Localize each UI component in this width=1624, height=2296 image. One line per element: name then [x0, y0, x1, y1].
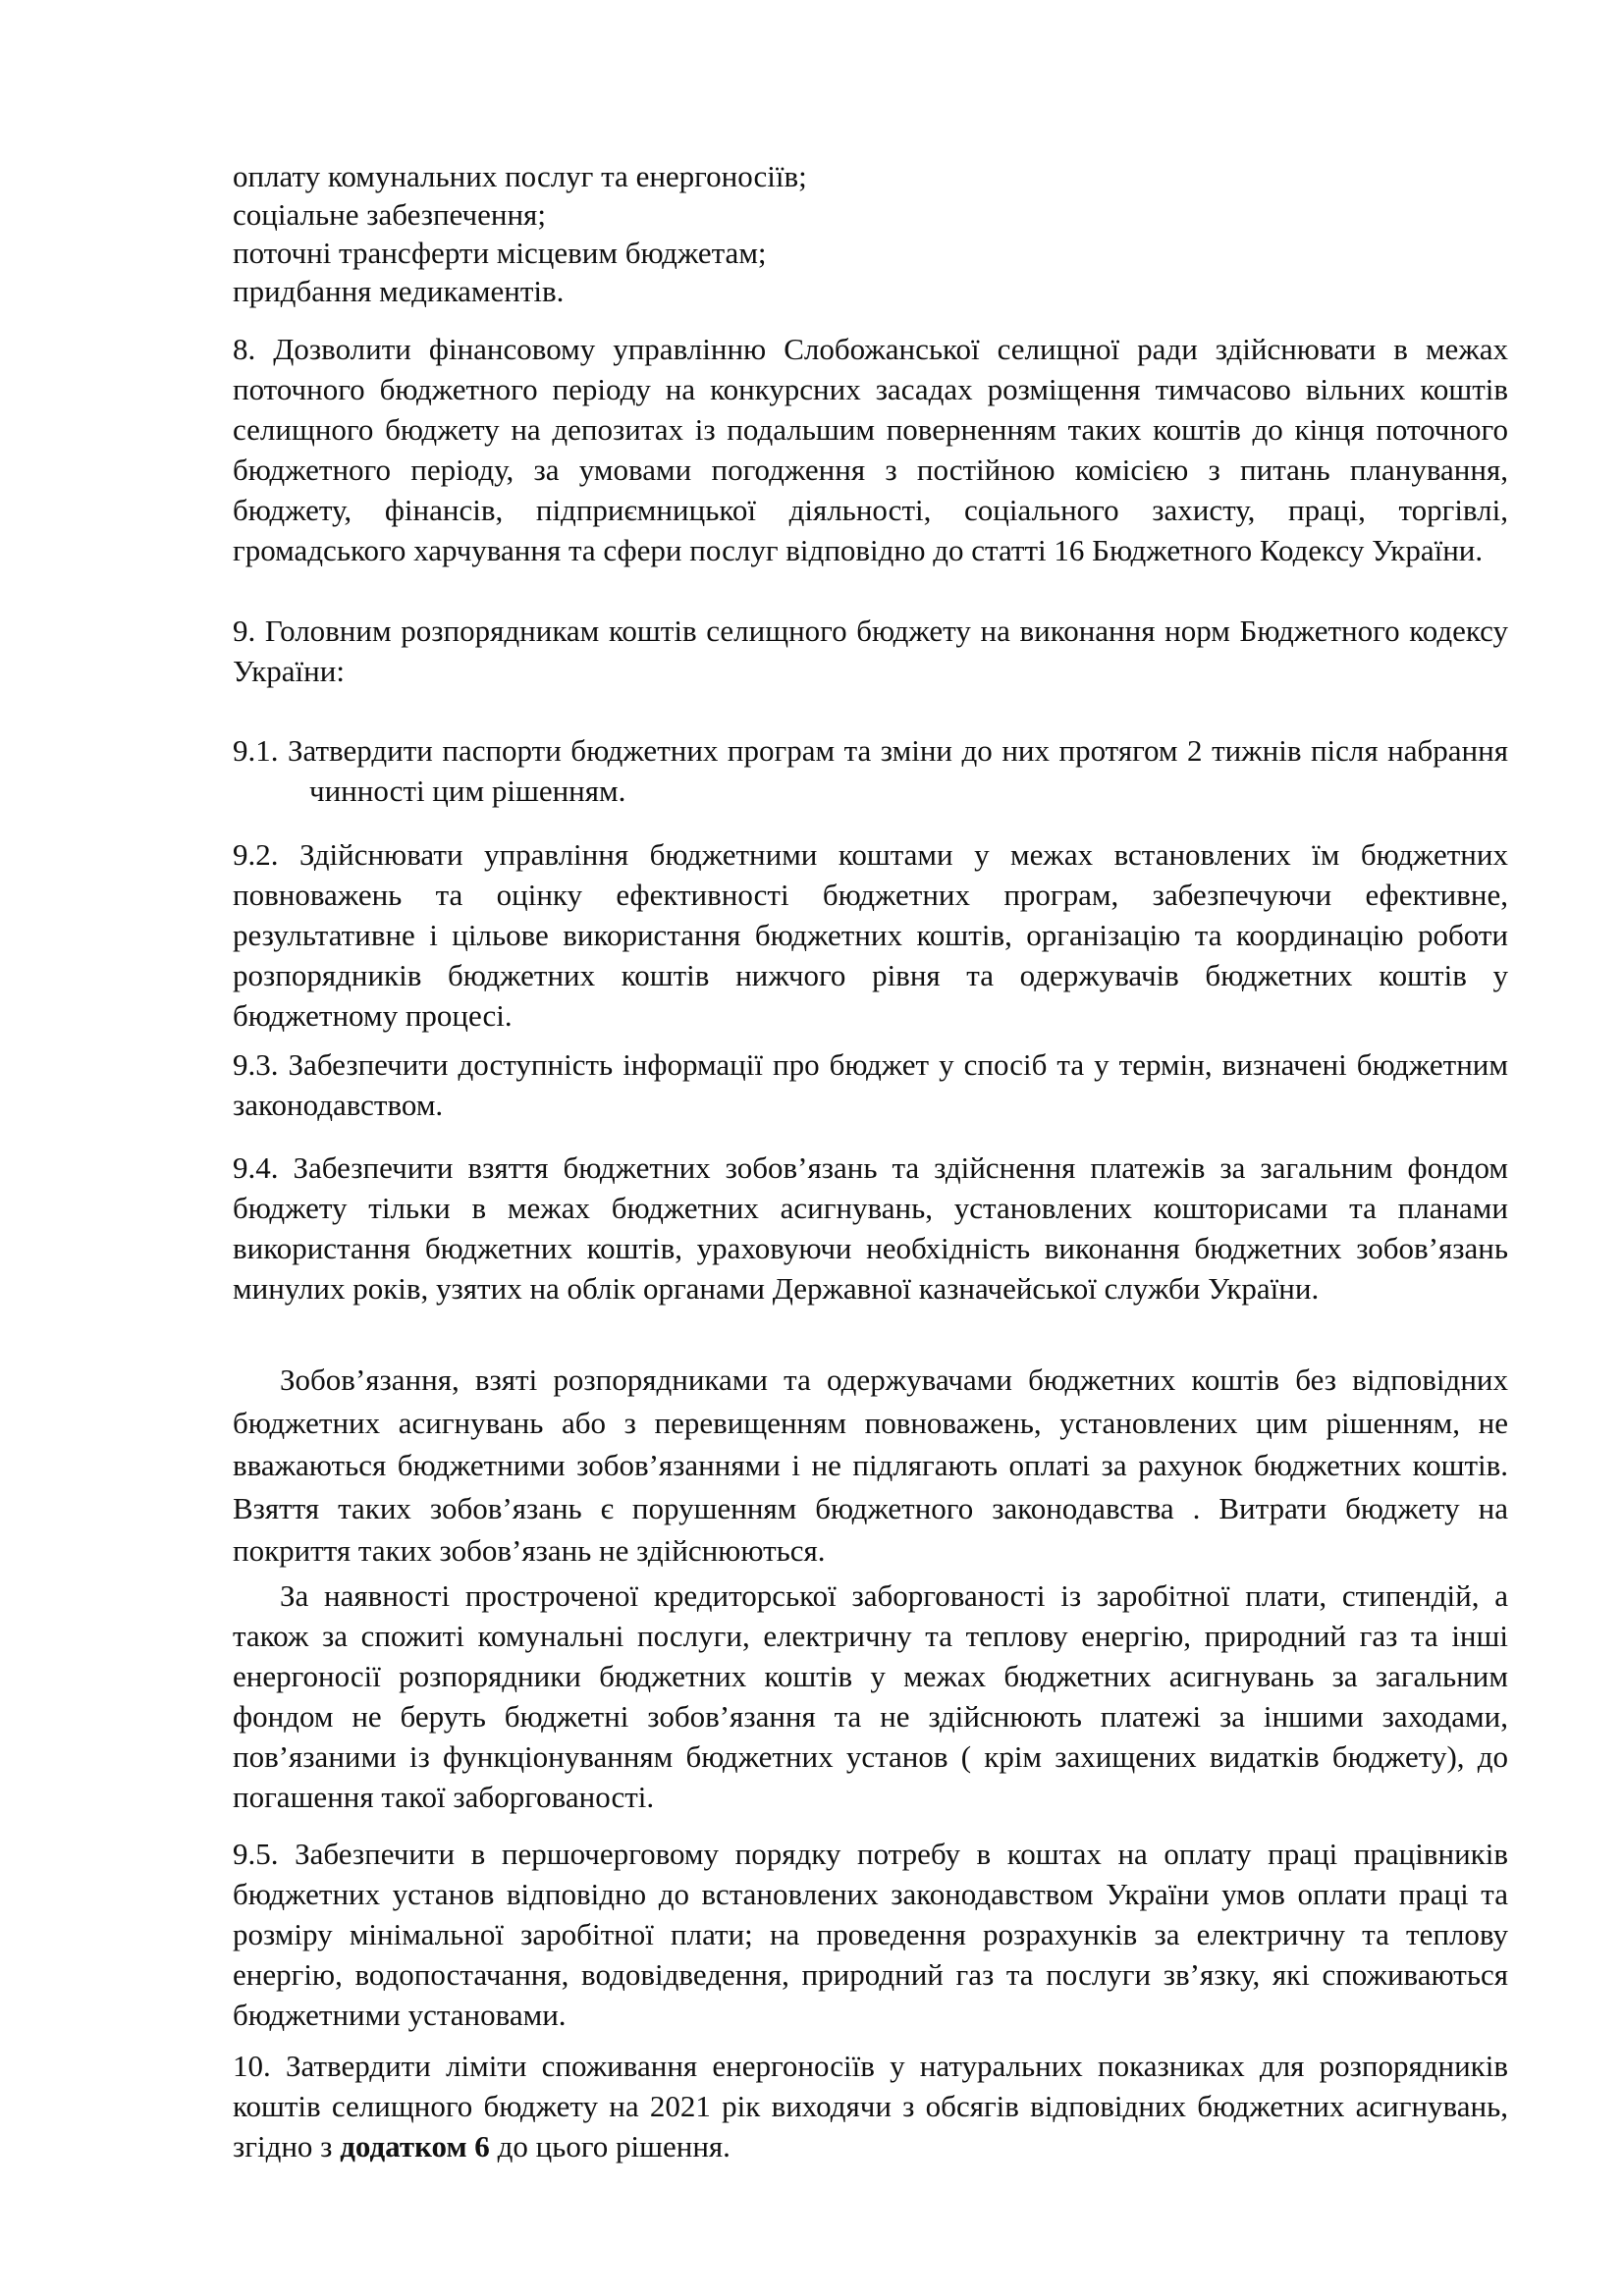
paragraph-10-text-end: до цього рішення.	[489, 2129, 731, 2163]
appendix-reference: додатком 6	[340, 2129, 490, 2163]
paragraph-9-3: 9.3. Забезпечити доступність інформації про бюджет у спосіб та у термін, визначені бюджетним законодавством.	[233, 1047, 1508, 1122]
paragraph-9-4: 9.4. Забезпечити взяття бюджетних зобов’язань та здійснення платежів за загальним фондом бюджету тільки в межах бюджетних асигнувань, установлених кошторисами та планами використання бюджетних коштів, ураховуючи необхідність виконання бюджетних зобов’язань минулих років, узятих на облік органами Державної казначейської служби України.	[233, 1150, 1508, 1306]
paragraph-9-1: 9.1. Затвердити паспорти бюджетних програм та зміни до них протягом 2 тижнів після набрання чинності цим рішенням.	[233, 733, 1508, 808]
paragraph-8: 8. Дозволити фінансовому управлінню Слобожанської селищної ради здійснювати в межах поточного бюджетного періоду на конкурсних засадах розміщення тимчасово вільних коштів селищного бюджету на депозитах із подальшим поверненням таких коштів до кінця поточного бюджетного періоду, за умовами погодження з постійною комісією з питань планування, бюджету, фінансів, підприємницької діяльності, соціального захисту, праці, торгівлі, громадського харчування та сфери послуг відповідно до статті 16 Бюджетного Кодексу України.	[233, 332, 1508, 567]
list-item: соціальне забезпечення;	[233, 197, 546, 232]
paragraph-9-4-obligations: Зобов’язання, взяті розпорядниками та одержувачами бюджетних коштів без відповідних бюджетних асигнувань або з перевищенням повноважень, установлених цим рішенням, не вважаються бюджетними зобов’язаннями і не підлягають оплаті за рахунок бюджетних коштів. Взяття таких зобов’язань є порушенням бюджетного законодавства . Витрати бюджету на покриття таких зобов’язань не здійснюються.	[233, 1362, 1508, 1568]
paragraph-9-2: 9.2. Здійснювати управління бюджетними коштами у межах встановлених їм бюджетних повноважень та оцінку ефективності бюджетних програм, забезпечуючи ефективне, результативне і цільове використання бюджетних коштів, організацію та координацію роботи розпорядників бюджетних коштів нижчого рівня та одержувачів бюджетних коштів у бюджетному процесі.	[233, 837, 1508, 1033]
paragraph-9-4-arrears: За наявності простроченої кредиторської заборгованості із заробітної плати, стипендій, а також за спожиті комунальні послуги, електричну та теплову енергію, природний газ та інші енергоносії розпорядники бюджетних коштів у межах бюджетних асигнувань за загальним фондом не беруть бюджетні зобов’язання та не здійснюють платежі за іншими заходами, пов’язаними із функціонуванням бюджетних установ ( крім захищених видатків бюджету), до погашення такої заборгованості.	[233, 1578, 1508, 1814]
paragraph-9: 9. Головним розпорядникам коштів селищного бюджету на виконання норм Бюджетного кодексу України:	[233, 614, 1508, 688]
list-item: придбання медикаментів.	[233, 274, 565, 308]
paragraph-10-text: 10. Затвердити ліміти споживання енергоносіїв у натуральних показниках для розпорядників коштів селищного бюджету на 2021 рік виходячи з обсягів відповідних бюджетних асигнувань, згідно з	[233, 2049, 1508, 2163]
paragraph-9-5: 9.5. Забезпечити в першочерговому порядку потребу в коштах на оплату праці працівників бюджетних установ відповідно до встановлених законодавством України умов оплати праці та розміру мінімальної заробітної плати; на проведення розрахунків за електричну та теплову енергію, водопостачання, водовідведення, природний газ та послуги зв’язку, які споживаються бюджетними установами.	[233, 1837, 1508, 2032]
paragraph-10	[233, 2046, 1508, 2166]
list-item: оплату комунальних послуг та енергоносіїв;	[233, 159, 807, 193]
intro-expense-list	[233, 157, 1508, 310]
list-item: поточні трансферти місцевим бюджетам;	[233, 236, 767, 270]
